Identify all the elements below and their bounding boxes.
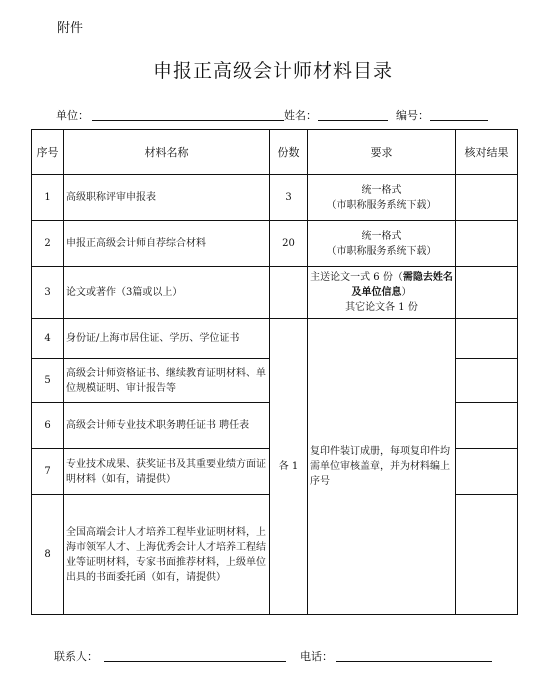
- phone-field-line[interactable]: [336, 661, 492, 662]
- row-number: 7: [32, 449, 64, 495]
- number-field-line[interactable]: [430, 120, 488, 121]
- table-row: [32, 267, 518, 319]
- row-number: 1: [32, 175, 64, 221]
- header-check-result: 核对结果: [456, 130, 518, 175]
- check-result-cell[interactable]: [456, 175, 518, 221]
- row-number: 5: [32, 359, 64, 403]
- unit-label: 单位：: [56, 109, 89, 122]
- check-result-cell[interactable]: [456, 221, 518, 267]
- table-header-row: [32, 130, 518, 175]
- phone-label: 电话：: [300, 650, 333, 663]
- applicant-info-row: [56, 107, 496, 123]
- table-row: [32, 175, 518, 221]
- header-count: 份数: [270, 130, 308, 175]
- material-name: 全国高端会计人才培养工程毕业证明材料，上海市领军人才、上海优秀会计人才培养工程结业等证明材料，专家书面推荐材料，上级单位出具的书面委托函（如有，请提供）: [64, 495, 270, 615]
- page-title: 申报正高级会计师材料目录: [152, 60, 393, 82]
- check-result-cell[interactable]: [456, 403, 518, 449]
- table-row: [32, 221, 518, 267]
- copy-count: 3: [270, 175, 308, 221]
- copy-count: [270, 267, 308, 319]
- row-number: 2: [32, 221, 64, 267]
- table-row: [32, 319, 518, 359]
- header-no: 序号: [32, 130, 64, 175]
- copy-count-merged: 各 1: [270, 319, 308, 615]
- row-number: 3: [32, 267, 64, 319]
- requirement-line: （市职称服务系统下载）: [326, 245, 437, 257]
- name-label: 姓名：: [284, 109, 317, 122]
- attachment-label: 附件: [57, 21, 84, 36]
- requirement-line: [310, 270, 453, 300]
- unit-field-line[interactable]: [92, 120, 284, 121]
- header-requirement: 要求: [308, 130, 456, 175]
- material-name: 身份证/上海市居住证、学历、学位证书: [64, 319, 270, 359]
- row-number: 4: [32, 319, 64, 359]
- header-name: 材料名称: [64, 130, 270, 175]
- materials-table: [31, 129, 518, 615]
- name-field-line[interactable]: [318, 120, 388, 121]
- requirement-line: 统一格式: [361, 184, 402, 196]
- material-name: 专业技术成果、获奖证书及其重要业绩方面证明材料（如有，请提供）: [64, 449, 270, 495]
- requirement: [308, 221, 456, 267]
- row-number: 6: [32, 403, 64, 449]
- contact-label: 联系人：: [54, 650, 98, 663]
- requirement-part: 主送论文一式 6 份（: [310, 272, 403, 283]
- material-name: 高级职称评审申报表: [64, 175, 270, 221]
- requirement: [308, 267, 456, 319]
- number-label: 编号：: [396, 109, 429, 122]
- contact-footer: [54, 648, 504, 664]
- row-number: 8: [32, 495, 64, 615]
- requirement: [308, 175, 456, 221]
- requirement-line: 统一格式: [361, 230, 402, 242]
- material-name: 高级会计师专业技术职务聘任证书 聘任表: [64, 403, 270, 449]
- material-name: 高级会计师资格证书、继续教育证明材料、单位规模证明、审计报告等: [64, 359, 270, 403]
- requirement-part: ）: [401, 287, 412, 298]
- check-result-cell[interactable]: [456, 495, 518, 615]
- check-result-cell[interactable]: [456, 319, 518, 359]
- copy-count: 20: [270, 221, 308, 267]
- material-name: 论文或著作（3篇或以上）: [64, 267, 270, 319]
- requirement-merged: 复印件装订成册，每项复印件均需单位审核盖章，并为材料编上序号: [308, 319, 456, 615]
- material-name: 申报正高级会计师自荐综合材料: [64, 221, 270, 267]
- check-result-cell[interactable]: [456, 267, 518, 319]
- requirement-line: 其它论文各 1 份: [345, 302, 418, 313]
- requirement-line: （市职称服务系统下载）: [326, 199, 437, 211]
- check-result-cell[interactable]: [456, 449, 518, 495]
- contact-field-line[interactable]: [104, 661, 286, 662]
- check-result-cell[interactable]: [456, 359, 518, 403]
- requirement-emphasis: 需隐去姓名及单位信息: [351, 272, 453, 298]
